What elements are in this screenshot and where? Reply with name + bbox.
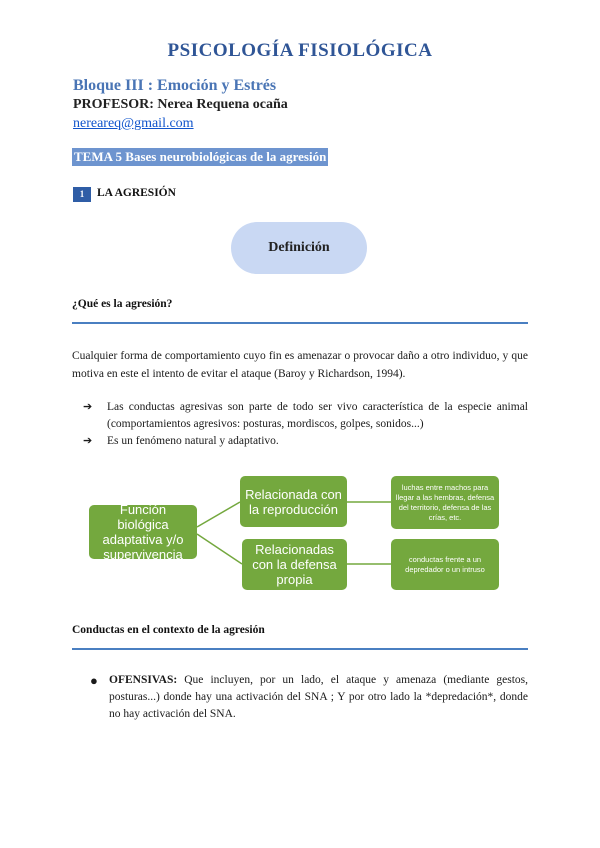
question-heading: ¿Qué es la agresión?: [72, 298, 173, 310]
bullet-text: Las conductas agresivas son parte de todo ser vivo característica de la especie animal (comportamientos agresivos: posturas, mordiscos, golpes, sonidos...): [107, 401, 528, 430]
bullet-text: Que incluyen, por un lado, el ataque y amenaza (mediante gestos, posturas...) donde hay una activación del SNA ; Y por otro lado la *depredación*, donde no hay activación del SNA.: [109, 674, 528, 720]
diagram-leaf-defense: conductas frente a un depredador o un intruso: [391, 539, 499, 590]
connector-line: [197, 502, 240, 527]
section-title: LA AGRESIÓN: [97, 187, 176, 199]
professor-name: PROFESOR: Nerea Requena ocaña: [73, 97, 288, 112]
block-title: Bloque III : Emoción y Estrés: [73, 77, 277, 94]
arrow-bullet-icon: ➔: [83, 435, 93, 447]
bullet-list: [83, 399, 528, 450]
divider: [72, 648, 528, 650]
list-item: [83, 433, 528, 450]
bullet-label: OFENSIVAS:: [109, 674, 178, 686]
bullet-dot-icon: ●: [90, 673, 98, 688]
topic-heading: TEMA 5 Bases neurobiológicas de la agresión: [74, 149, 327, 164]
email-link[interactable]: nereareq@gmail.com: [73, 116, 194, 131]
arrow-bullet-icon: ➔: [83, 401, 93, 413]
list-item: [83, 399, 528, 433]
diagram-leaf-reproduction: luchas entre machos para llegar a las hembras, defensa del territorio, defensa de las crías, etc.: [391, 476, 499, 529]
diagram-branch-reproduction: Relacionada con la reproducción: [240, 476, 347, 527]
connector-line: [197, 534, 242, 564]
divider: [72, 322, 528, 324]
document-title: PSICOLOGÍA FISIOLÓGICA: [167, 40, 433, 61]
diagram-branch-defense: Relacionadas con la defensa propia: [242, 539, 347, 590]
context-heading: Conductas en el contexto de la agresión: [72, 624, 265, 636]
definition-label: Definición: [231, 222, 367, 274]
list-item: [90, 672, 528, 723]
diagram-root-node: Función biológica adaptativa y/o supervivencia: [89, 505, 197, 559]
definition-paragraph: Cualquier forma de comportamiento cuyo fin es amenazar o provocar daño a otro individuo, y que motiva en este el intento de evitar el ataque (Baroy y Richardson, 1994).: [72, 350, 528, 380]
context-list: [90, 672, 528, 723]
bullet-text: Es un fenómeno natural y adaptativo.: [107, 435, 279, 447]
section-number-badge: 1: [73, 187, 91, 202]
